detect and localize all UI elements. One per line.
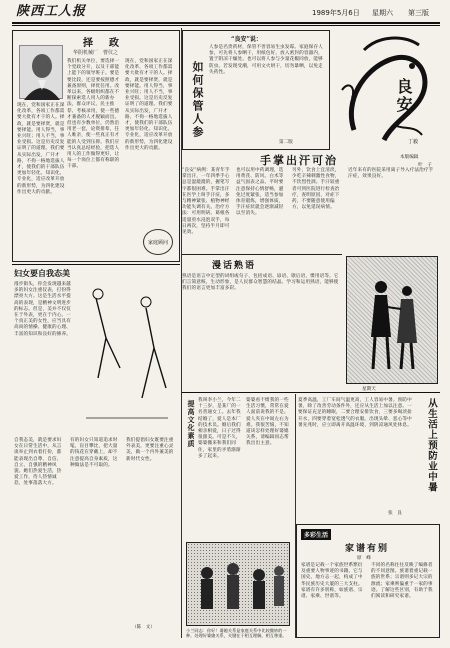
art-top-right: [334, 30, 440, 150]
ruwei-text: 人参是名贵药材，保管不善容易生虫发霉。家庭保存人参，可先将人参晒干，用纸包好，放入密封的容器内，置于阴凉干燥处。也可以将人参与少量花椒同放，能够防虫。若发现受潮，可用文火烘干，切勿暴晒，以免走失药性。: [209, 45, 323, 75]
vertical-rule-right: [295, 394, 296, 638]
bottom-right-title: 家谱有别: [345, 544, 390, 554]
masthead-date: 1989年5月6日: [312, 9, 360, 17]
masthead-page: 第三版: [408, 9, 429, 17]
bottom-right-text-b: 不同的名称往往反映了编修者的不同意图。族谱着重记载一族的世系；宗谱则多记大宗的源流；家乘则偏重于一家的事迹。了解这些区别，有助于我们阅读和研究家谱。: [371, 563, 433, 600]
masthead-weekday: 星期六: [372, 9, 393, 17]
dancer-sketch: [76, 278, 178, 434]
couple-figures: [347, 257, 439, 385]
article-right-text: 夏季高温，工厂车间气温更高，工人容易中暑。预防中暑，除了改善劳动条件外，还应从生活上加以注意。一要保证充足的睡眠，二要合理安排饮食，三要多喝淡盐开水，四要穿着宽松透气的衣服。出现头晕、恶心等中暑先兆时，应立即离开高温环境，到阴凉通风处休息。: [298, 398, 412, 428]
badge-label: 多彩生活: [301, 529, 331, 540]
feature-divider: [182, 254, 342, 255]
bottom-right-byline: 原 峰: [357, 556, 371, 561]
vertical-rule-left: [181, 28, 182, 638]
column-top-left: [12, 30, 180, 262]
line-drawing: [76, 278, 178, 434]
ruwei-label-top: “良安”说：: [231, 36, 262, 43]
photo-caption: 星期天: [362, 387, 376, 392]
article-left-title: 妇女要自我态美: [14, 269, 70, 278]
masthead: [12, 4, 440, 22]
feature-middle: [182, 152, 440, 392]
art-caption: 丁毅: [408, 139, 419, 145]
article-middle-side-title: 提高文化素质: [187, 400, 195, 448]
article-middle: [182, 396, 294, 638]
masthead-title: 陕西工人报: [16, 4, 87, 19]
article-left-text-c: 有的妇女只知道追求时髦，盲目攀比，把大量的钱花在穿戴上，却不注意提高自身素质，这种做法是不可取的。: [70, 438, 118, 468]
stamp-label: 家庭顾问: [147, 239, 168, 246]
article-middle-answer: 小兰同志：你好！婆媳关系是家庭关系中比较微妙的一种。处理好婆媳关系，关键在于相互理解，相互尊重。: [186, 628, 287, 638]
column-portrait: [19, 45, 63, 99]
column-ruwei: [182, 30, 330, 150]
art-title: 良安: [394, 78, 413, 114]
couple-illustration: [346, 256, 438, 384]
article-left: [12, 268, 180, 638]
masthead-rule: [12, 22, 440, 24]
ruwei-label-bottom: 第二版: [279, 140, 293, 145]
article-left-text-d: 我们提倡妇女既要注重外表美，更要注重心灵美，做一个内外兼美的新时代女性。: [126, 438, 174, 462]
feature-title: 手掌出汗可治: [260, 154, 338, 167]
article-middle-text-a: 我叫李小兰，今年二十三岁，是某厂的一名普通女工。去年我结婚了，爱人是本厂的技术员。婚后我们相亲相爱，日子过得很甜美。可是不久，婆婆搬来和我们同住，家里的矛盾渐渐多了起来。: [198, 398, 241, 459]
dragon-illustration: [334, 30, 440, 150]
ruwei-kicker: 如何保管人参: [191, 61, 204, 139]
crowd-photo: [186, 542, 290, 626]
article-left-text-b: 自我态美，就是要求妇女在日常生活中，从言谈举止到衣着打扮，都能表现出自尊、自信、自立、自强的精神风貌。她们热爱生活，热爱工作，待人热情诚恳，处事落落大方。: [14, 438, 62, 487]
article-left-byline: （陈 文）: [132, 625, 155, 630]
article-right-byline: 张 良: [388, 511, 402, 516]
column-byline: 华阴机械厂 曹仪之: [73, 50, 119, 56]
masthead-rule-thin: [12, 25, 440, 26]
column-text-a: 我们机关单位，要选择一个党政分开，以及干部能上能下的领导班子。要是要比较，还是要按照德才兼备原则，择优任用。改革以来，各级组织都在不断探索选人用人的新办法，群众评议、民主推荐、考核录用，使一些德才兼备的人才脱颖而出。但也有少数单位，仍然沿用老一套，论资排辈，任人唯亲，使一些真正有才能的人受到压抑。我们应当认真总结经验，把选人用人的工作做得更好，让每一个岗位上都有称职的干部。: [67, 59, 120, 170]
divider-horizontal: [12, 264, 180, 265]
divider-horizontal-right: [182, 392, 440, 393]
feature-subtitle: 漫话熟语: [212, 261, 257, 271]
feature-col-a: “良安”病例：某青年手掌出汗，一年四季手心总是湿漉漉的，握笔写字都很困难。手掌出汗在医学上叫手汗症，多与精神紧张、植物神经功能失调有关。治疗方法：可用明矾、葛根各适量煎水浸泡双手，每日两次，坚持半月即可见效。: [182, 168, 230, 236]
column-text-a-lower: 现在，党和国家正在深化改革，各项工作都需要大批有才干的人。择政，就是要择贤，就是要择能。用人得当，事业兴旺；用人不当，事业受损。这是历史反复证明了的道理。我们要从实际出发，广开才路，不拘一格地选拔人才，使我们的干部队伍更加年轻化、知识化、专业化，适应改革开放的新形势，为四化建设作出更大的贡献。: [17, 103, 65, 195]
feature-sub-text: 熟语是语言中定型的词组或句子，包括成语、谚语、歇后语、惯用语等。它们言简意赅，生动形象，是人民群众智慧的结晶。学习和运用熟语，能够使我们的语言更加丰富多彩。: [182, 274, 339, 292]
article-right-title: 从生活上预防业中暑: [426, 398, 437, 493]
article-right: [296, 396, 440, 522]
feature-col-c: 另外，饮食上宜清淡，少吃辛辣刺激性食物，不饮烈性酒。手汗较重者可到医院进行检查治疗，查明原因，对症下药，不要随意使用偏方，以免延误病情。: [292, 168, 340, 211]
bottom-right-text-a: 家谱是记载一个家族世系繁衍及重要人物事迹的书籍。它与国史、地方志一起，构成了中华民族历史大厦的三大支柱。家谱有许多别称，如族谱、宗谱、家乘、世谱等。: [301, 563, 363, 600]
kicker-small: 本版编辑: [400, 155, 419, 160]
bottom-right: [296, 524, 440, 638]
crowd-figures: [187, 543, 291, 627]
portrait-figure: [20, 46, 64, 100]
feature-col-d: 近年来有的医院采用离子导入疗法治疗手汗症，效果良好。: [348, 168, 434, 180]
article-left-text-a: 漫步街头，你会发现越来越多的妇女注重仪表，打扮得漂亮大方。这是生活水平提高的表现，是精神文明进步的标志。但是，美并不仅仅在于外表，更在于内心。一个真正美的女性，应当具有高尚的情操、健康的心理、丰富的知识和良好的修养。: [14, 282, 71, 337]
stamp-icon: [143, 229, 173, 255]
article-middle-text-b: 婆婆看不惯我的一些生活习惯，常常在爱人面前说我的不是。爱人夹在中间左右为难。我很苦恼，不知道该怎样处理好婆媳关系，请编辑同志帮我出出主意。: [246, 398, 289, 447]
editor-name: 叶 子: [418, 163, 432, 168]
column-title: 择 政: [83, 38, 122, 49]
feature-col-b: 也可以用中药调理，选用黄芪、防风、白术等益气固表之品。平时要注意保持心情舒畅，避免过度紧张，适当参加体育锻炼，增强体质，手汗症状就会逐渐减轻以至消失。: [236, 168, 284, 217]
column-text-b: 现在，党和国家正在深化改革，各项工作都需要大批有才干的人。择政，就是要择贤，就是要择能。用人得当，事业兴旺；用人不当，事业受损。这是历史反复证明了的道理。我们要从实际出发，广开才路，不拘一格地选拔人才，使我们的干部队伍更加年轻化、知识化、专业化，适应改革开放的新形势，为四化建设作出更大的贡献。: [125, 59, 173, 151]
